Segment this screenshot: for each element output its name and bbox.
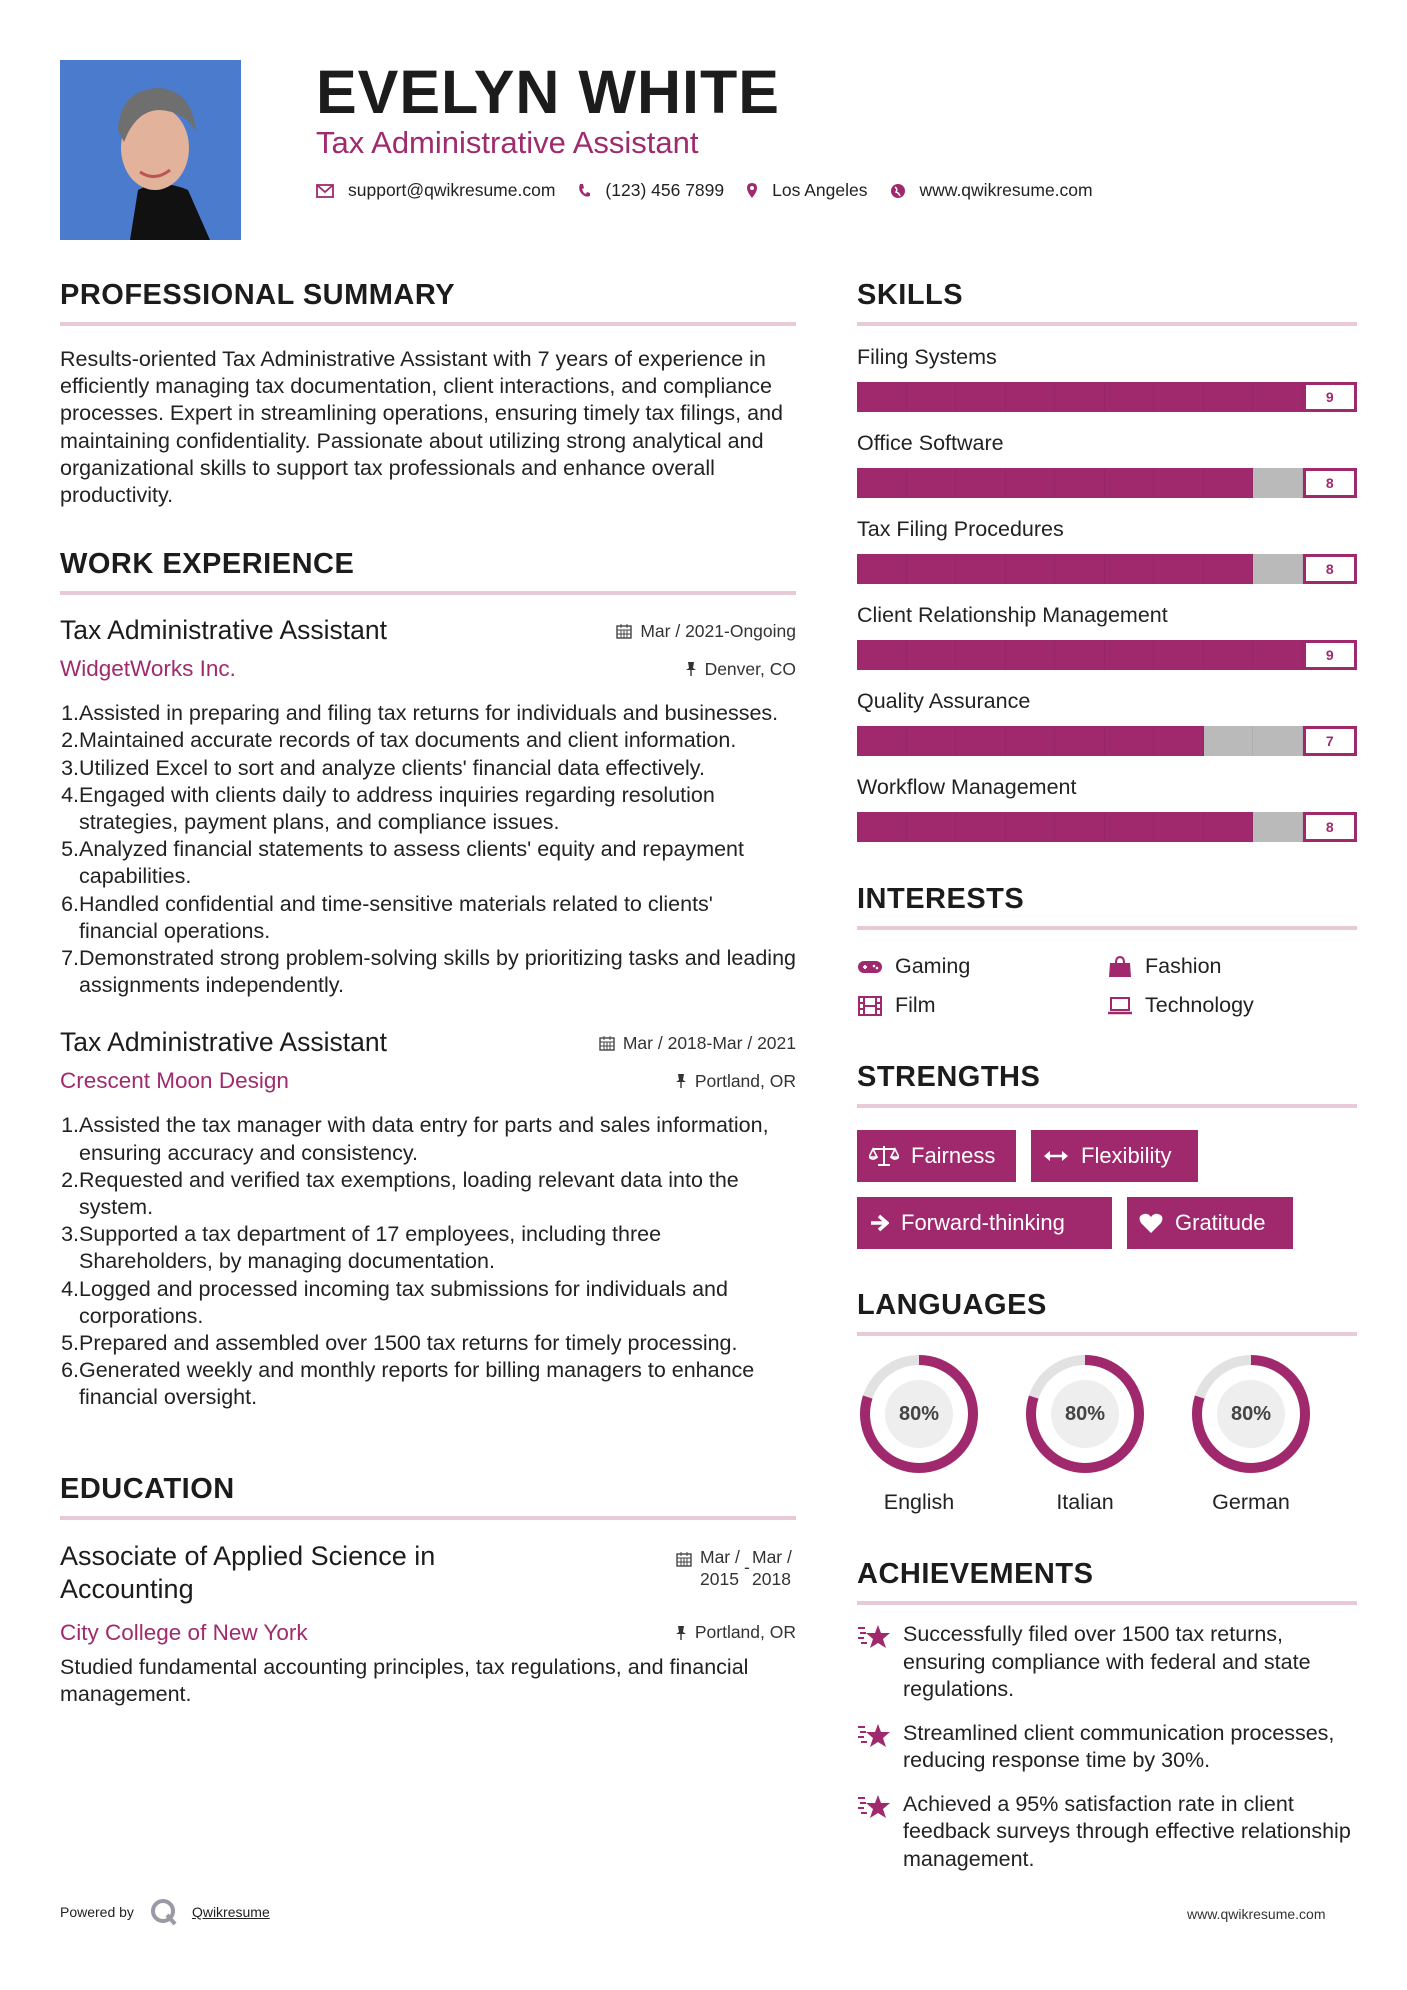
skill-bar-segment [1055, 812, 1105, 842]
language-name: German [1212, 1490, 1290, 1514]
skill-bar-segment [1253, 640, 1303, 670]
strengths-list [857, 1130, 1357, 1264]
phone-icon [577, 183, 591, 199]
degree-title: Associate of Applied Science in Accounting [60, 1540, 436, 1604]
skill-item [857, 344, 1357, 412]
job-location-text: Portland, OR [694, 1070, 796, 1091]
company-name: WidgetWorks Inc. [60, 656, 236, 682]
list-item: 2. Requested and verified tax exemptions, loading relevant data into the system. [61, 1167, 739, 1220]
skill-bar-segment [857, 554, 907, 584]
language-item [1023, 1352, 1189, 1515]
skill-bar-segment [1253, 382, 1303, 412]
skill-bar-segment [1154, 468, 1204, 498]
candidate-name: EVELYN WHITE [316, 58, 780, 126]
skill-rating-bar [857, 640, 1357, 670]
list-item: 5. Prepared and assembled over 1500 tax returns for timely processing. [61, 1331, 738, 1356]
shooting-star-icon [857, 1793, 893, 1874]
pushpin-icon [685, 661, 697, 677]
footer [60, 1898, 270, 1926]
company-name: Crescent Moon Design [60, 1068, 289, 1094]
skill-bar-segment [1204, 468, 1254, 498]
skills-heading: SKILLS [857, 279, 964, 311]
skill-bar-segment [857, 382, 907, 412]
skill-bar-segment [1204, 812, 1254, 842]
language-percent: 80% [898, 1402, 940, 1425]
language-progress-ring [1189, 1352, 1313, 1476]
interest-item: Gaming [857, 954, 1107, 979]
skill-bar-segment [1204, 382, 1254, 412]
skill-bar-segment [1055, 382, 1105, 412]
skill-bar-segment [857, 468, 907, 498]
skill-bar-segment [1253, 726, 1303, 756]
qwikresume-logo-icon [150, 1898, 178, 1926]
skill-bar-segment [956, 726, 1006, 756]
skill-bar-segment [1055, 640, 1105, 670]
skill-name: Quality Assurance [857, 689, 1031, 713]
strengths-section [857, 1060, 1357, 1264]
section-divider [60, 1516, 796, 1520]
qwikresume-link[interactable]: Qwikresume [191, 1904, 270, 1920]
section-divider [60, 591, 796, 595]
interests-grid [857, 954, 1357, 1018]
list-item: 4. Logged and processed incoming tax submissions for individuals and corporations. [61, 1276, 728, 1328]
skill-item [857, 516, 1357, 584]
powered-by-label: Powered by [60, 1904, 134, 1920]
film-icon [857, 996, 883, 1016]
skill-rating-bar [857, 812, 1357, 842]
skill-name: Workflow Management [857, 775, 1077, 799]
skill-bar-segment [1154, 382, 1204, 412]
pushpin-icon [675, 1625, 687, 1641]
calendar-icon [599, 1035, 615, 1051]
profile-photo [60, 60, 241, 240]
job-duties-list [60, 700, 796, 999]
skill-bar-segment [1105, 468, 1155, 498]
list-item: 6. Handled confidential and time-sensitive materials related to clients' financial operations. [61, 891, 713, 943]
language-progress-ring [1023, 1352, 1147, 1476]
skill-bar-segment [1006, 726, 1056, 756]
contact-phone[interactable] [577, 180, 724, 201]
skill-bar-segment [1204, 726, 1254, 756]
calendar-icon [616, 623, 632, 639]
skill-name: Tax Filing Procedures [857, 517, 1064, 541]
skill-level-value: 9 [1303, 640, 1358, 670]
language-item [1189, 1352, 1355, 1515]
skill-level-value: 9 [1303, 382, 1358, 412]
list-item: 3. Supported a tax department of 17 employees, including three Shareholders, by managing documentation. [61, 1222, 662, 1274]
skill-bar-segment [1154, 726, 1204, 756]
interest-item: Fashion [1107, 954, 1357, 979]
skill-name: Filing Systems [857, 345, 997, 369]
skill-rating-bar [857, 382, 1357, 412]
education-location-text: Portland, OR [694, 1622, 796, 1643]
job-title: Tax Administrative Assistant [60, 615, 387, 646]
languages-list [857, 1352, 1357, 1515]
envelope-icon [316, 184, 334, 198]
education-location [675, 1622, 796, 1643]
skill-bar-segment [857, 640, 907, 670]
balance-scale-icon [869, 1144, 899, 1168]
skill-bar-segment [1154, 640, 1204, 670]
job-dates [616, 621, 796, 642]
section-divider [60, 322, 796, 326]
skill-bar-segment [1105, 726, 1155, 756]
watermark: www.qwikresume.com [1187, 1906, 1326, 1922]
skill-bar-segment [1105, 554, 1155, 584]
skill-name: Office Software [857, 431, 1004, 455]
skill-bar-segment [1253, 812, 1303, 842]
list-item: 3. Utilized Excel to sort and analyze clients' financial data effectively. [61, 755, 705, 780]
skill-bar-segment [1253, 554, 1303, 584]
language-progress-ring [857, 1352, 981, 1476]
languages-heading: LANGUAGES [857, 1289, 1047, 1321]
interest-item: Technology [1107, 993, 1357, 1018]
skill-item [857, 602, 1357, 670]
globe-icon [890, 183, 906, 199]
skill-bar-segment [1105, 640, 1155, 670]
contact-website[interactable] [890, 180, 1093, 201]
skill-bar-segment [907, 382, 957, 412]
education-end: Mar / 2018 [752, 1546, 792, 1589]
achievements-heading: ACHIEVEMENTS [857, 1558, 1094, 1590]
skill-bar-segment [857, 812, 907, 842]
calendar-icon [676, 1550, 692, 1572]
achievement-item: Streamlined client communication processes, reducing response time by 30%. [857, 1720, 1357, 1775]
contact-email-text: support@qwikresume.com [348, 180, 556, 200]
skill-bar-segment [1105, 812, 1155, 842]
job-dates [599, 1033, 796, 1054]
skills-section [857, 278, 1357, 842]
job-location [675, 1071, 796, 1092]
profile-photo-image [60, 60, 241, 240]
skill-bar-segment [1006, 640, 1056, 670]
education-section [60, 1472, 796, 1708]
job-entry [60, 615, 796, 999]
education-start: Mar / 2015 [700, 1546, 740, 1589]
skill-bar-segment [1204, 554, 1254, 584]
skill-level-value: 8 [1303, 554, 1358, 584]
arrow-right-icon [869, 1213, 889, 1233]
right-column [857, 278, 1357, 1873]
section-divider [857, 1332, 1357, 1336]
gamepad-icon [857, 960, 883, 974]
language-name: Italian [1056, 1490, 1114, 1514]
contact-bar [316, 180, 1115, 201]
strength-chip: Gratitude [1127, 1197, 1293, 1249]
contact-location [746, 180, 867, 201]
skill-rating-bar [857, 726, 1357, 756]
skill-bar-segment [907, 812, 957, 842]
skill-bar-segment [907, 640, 957, 670]
shooting-star-icon [857, 1623, 893, 1704]
strengths-heading: STRENGTHS [857, 1061, 1041, 1093]
skill-bar-segment [956, 382, 1006, 412]
skill-bar-segment [907, 726, 957, 756]
skill-bar-segment [956, 468, 1006, 498]
left-column [60, 278, 796, 1708]
school-name: City College of New York [60, 1619, 308, 1645]
job-location [685, 659, 796, 680]
skill-item [857, 774, 1357, 842]
strength-chip: Forward-thinking [857, 1197, 1112, 1249]
summary-section [60, 278, 796, 509]
contact-email[interactable] [316, 180, 555, 201]
list-item: 4. Engaged with clients daily to address inquiries regarding resolution strategies, payment plans, and compliance issues. [61, 782, 715, 835]
skill-bar-segment [1006, 812, 1056, 842]
map-pin-icon [746, 182, 758, 199]
job-title: Tax Administrative Assistant [60, 1027, 387, 1058]
list-item: 7. Demonstrated strong problem-solving skills by prioritizing tasks and leading assignments independently. [61, 946, 796, 998]
skill-level-value: 7 [1303, 726, 1358, 756]
job-dates-text: Mar / 2021-Ongoing [640, 620, 796, 641]
skill-bar-segment [1055, 726, 1105, 756]
skill-bar-segment [1154, 812, 1204, 842]
list-item: 1. Assisted in preparing and filing tax returns for individuals and businesses. [61, 701, 779, 726]
skills-list [857, 344, 1357, 842]
interest-item: Film [857, 993, 1107, 1018]
achievements-section [857, 1557, 1357, 1873]
pushpin-icon [675, 1073, 687, 1089]
language-name: English [883, 1490, 955, 1514]
skill-name: Client Relationship Management [857, 603, 1168, 627]
heart-icon [1139, 1212, 1163, 1234]
skill-item [857, 688, 1357, 756]
experience-heading: WORK EXPERIENCE [60, 548, 355, 581]
strength-chip: Flexibility [1031, 1130, 1198, 1182]
section-divider [857, 1601, 1357, 1605]
list-item: 1. Assisted the tax manager with data entry for parts and sales information, ensuring accuracy and consistency. [61, 1113, 769, 1165]
laptop-icon [1107, 997, 1133, 1015]
skill-bar-segment [1006, 468, 1056, 498]
interests-heading: INTERESTS [857, 883, 1025, 915]
skill-rating-bar [857, 554, 1357, 584]
skill-bar-segment [1105, 382, 1155, 412]
experience-section [60, 547, 796, 1411]
languages-section [857, 1288, 1357, 1515]
skill-bar-segment [956, 554, 1006, 584]
job-entry [60, 1027, 796, 1411]
date-separator: - [744, 1556, 750, 1577]
job-dates-text: Mar / 2018-Mar / 2021 [622, 1032, 796, 1053]
contact-phone-text: (123) 456 7899 [605, 180, 725, 200]
section-divider [857, 322, 1357, 326]
education-heading: EDUCATION [60, 1472, 235, 1505]
skill-bar-segment [1006, 554, 1056, 584]
strength-chip: Fairness [857, 1130, 1016, 1182]
skill-bar-segment [1055, 554, 1105, 584]
skill-bar-segment [1006, 382, 1056, 412]
list-item: 6. Generated weekly and monthly reports for billing managers to enhance financial oversight. [61, 1358, 755, 1410]
language-percent: 80% [1230, 1402, 1272, 1425]
education-dates [676, 1546, 796, 1606]
skill-bar-segment [907, 468, 957, 498]
skill-bar-segment [907, 554, 957, 584]
summary-text: Results-oriented Tax Administrative Assistant with 7 years of experience in efficiently managing tax documentation, client interactions, and compliance processes. Expert in streamlining operations, ensuring timely tax filings, and maintaining confidentiality. Passionate about utilizing strong analytical and organizational skills to support tax professionals and enhance overall productivity. [60, 347, 783, 508]
section-divider [857, 926, 1357, 930]
arrows-horizontal-icon [1043, 1149, 1069, 1163]
skill-bar-segment [1055, 468, 1105, 498]
language-item [857, 1352, 1023, 1515]
summary-heading: PROFESSIONAL SUMMARY [60, 279, 456, 311]
education-description: Studied fundamental accounting principles, tax regulations, and financial management. [60, 1654, 749, 1706]
skill-bar-segment [956, 640, 1006, 670]
skill-bar-segment [1204, 640, 1254, 670]
skill-item [857, 430, 1357, 498]
language-percent: 80% [1064, 1402, 1106, 1425]
skill-level-value: 8 [1303, 812, 1358, 842]
skill-level-value: 8 [1303, 468, 1358, 498]
shooting-star-icon [857, 1722, 893, 1775]
list-item: 2. Maintained accurate records of tax documents and client information. [61, 728, 737, 753]
interests-section [857, 882, 1357, 1018]
skill-bar-segment [1253, 468, 1303, 498]
contact-website-text: www.qwikresume.com [919, 180, 1093, 200]
section-divider [857, 1104, 1357, 1108]
contact-location-text: Los Angeles [772, 180, 868, 200]
job-duties-list [60, 1112, 796, 1411]
achievement-item: Successfully filed over 1500 tax returns, ensuring compliance with federal and state regulations. [857, 1621, 1357, 1704]
shopping-bag-icon [1107, 956, 1133, 978]
list-item: 5. Analyzed financial statements to assess clients' equity and repayment capabilities. [61, 837, 744, 889]
skill-bar-segment [956, 812, 1006, 842]
achievement-item: Achieved a 95% satisfaction rate in client feedback surveys through effective relationship management. [857, 1791, 1357, 1874]
skill-bar-segment [857, 726, 907, 756]
skill-bar-segment [1154, 554, 1204, 584]
candidate-title: Tax Administrative Assistant [316, 125, 699, 160]
job-location-text: Denver, CO [704, 658, 796, 679]
skill-rating-bar [857, 468, 1357, 498]
